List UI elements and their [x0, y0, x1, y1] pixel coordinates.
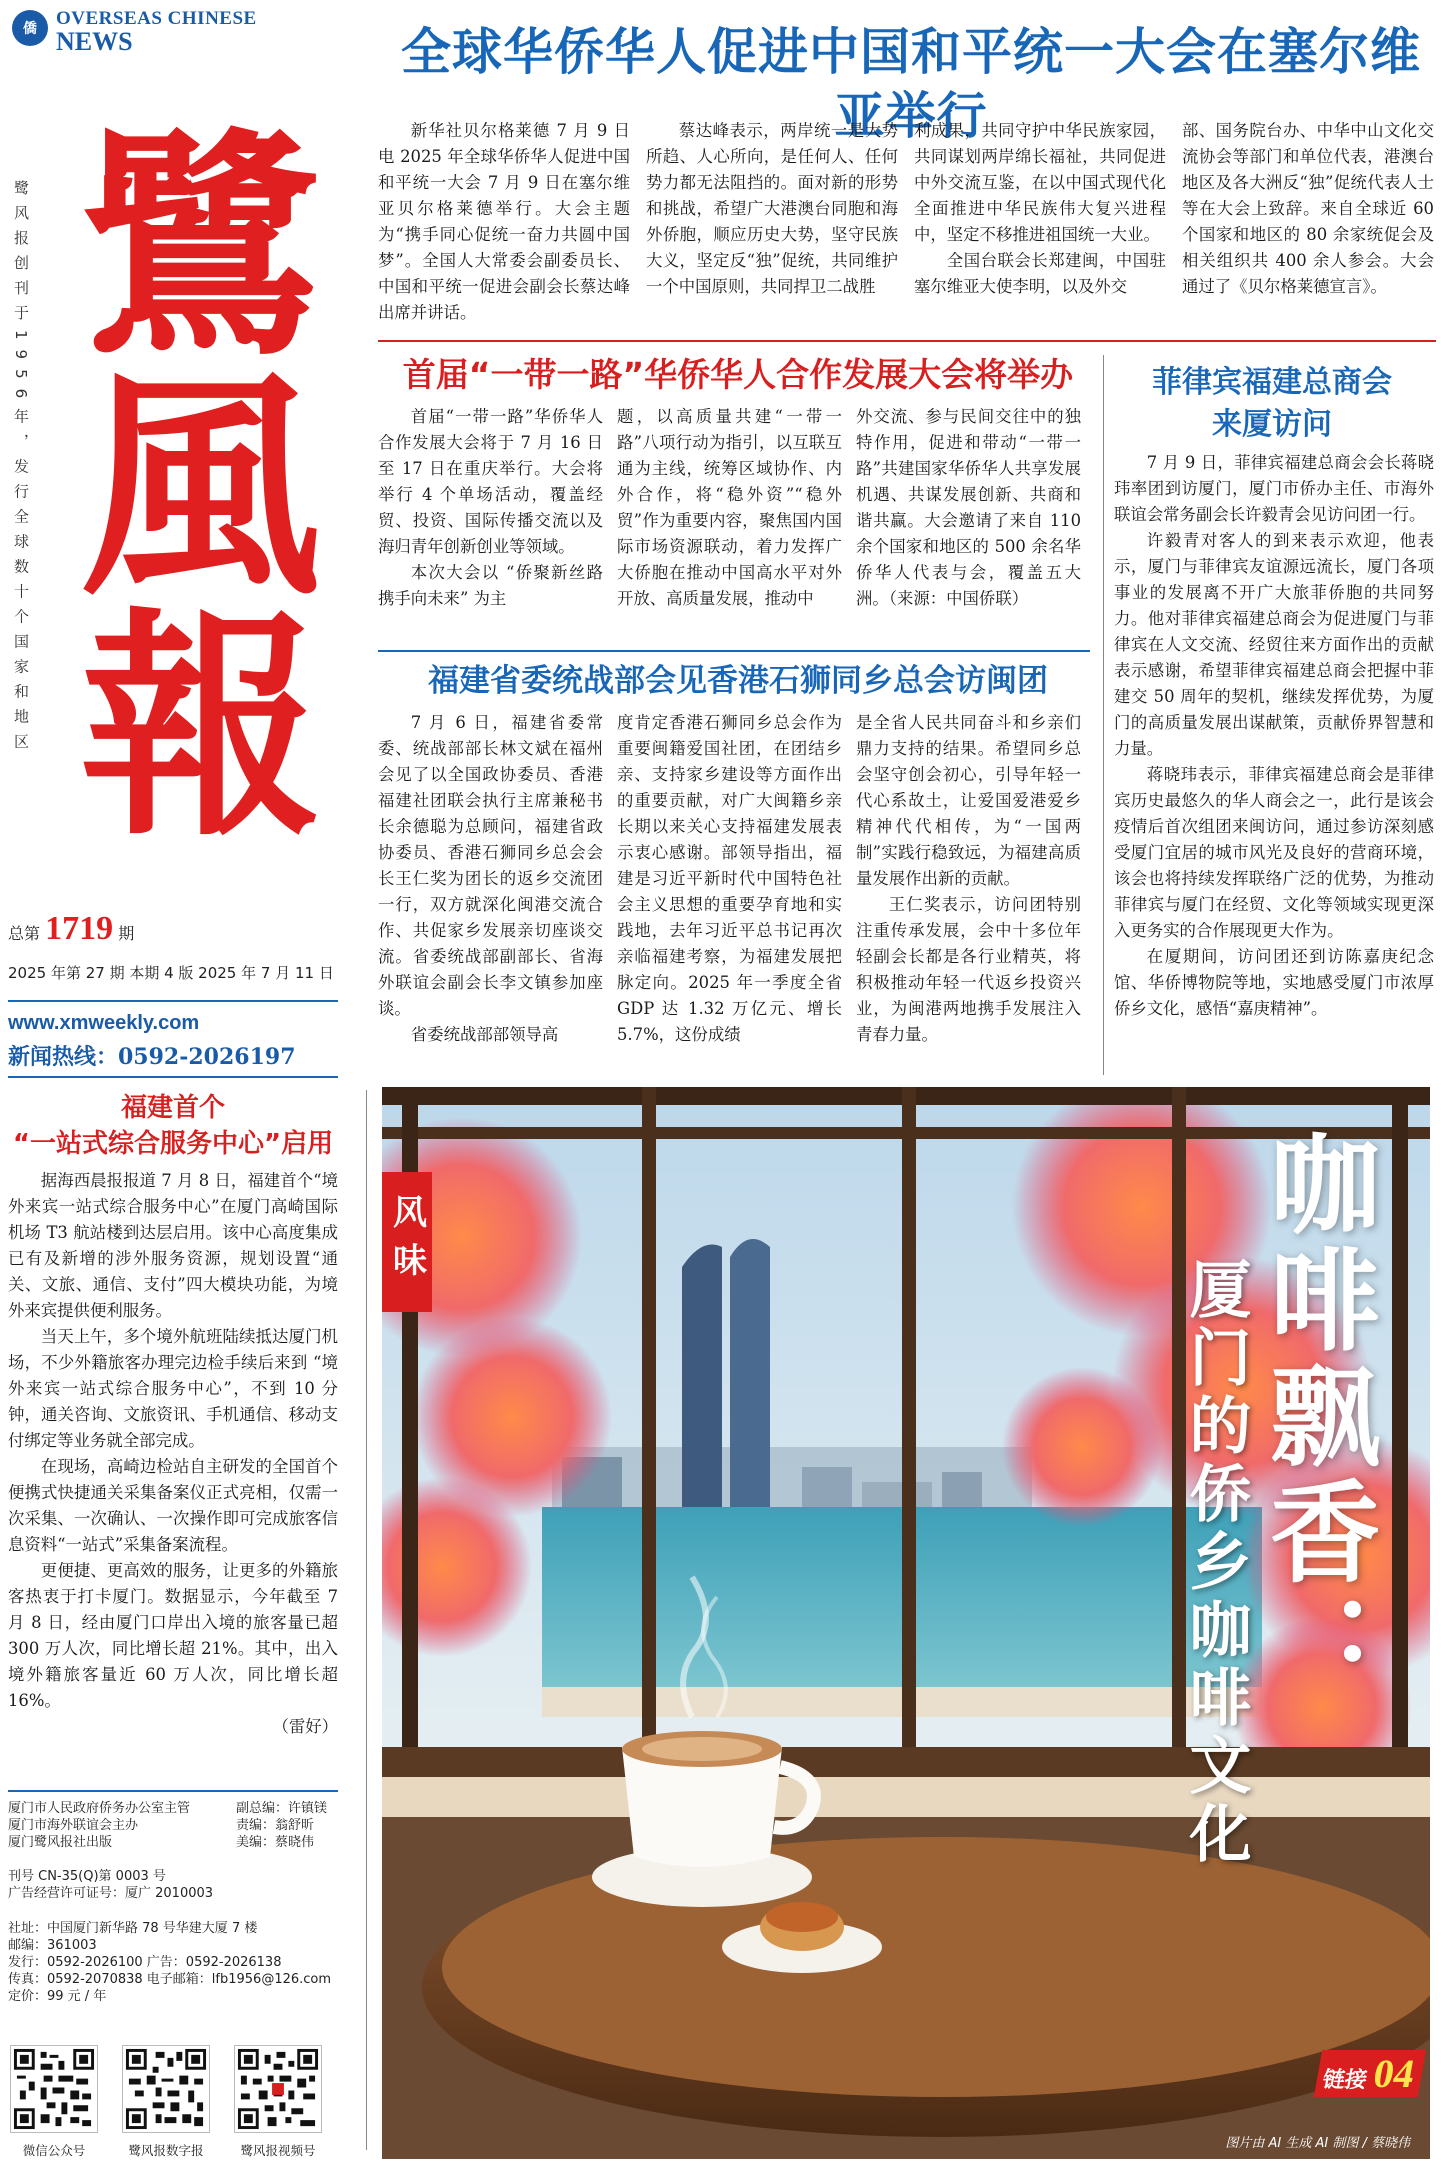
- article-text: 王仁奖表示，访问团特别注重传承发展，会中十多位年轻副会长都是各行业精英，将积极推动年轻一代返乡投资兴业，为闽港两地携手发展注入青春力量。: [856, 895, 1081, 1044]
- article-a2-col3: [856, 404, 1081, 612]
- jump-label: 链接: [1320, 2068, 1369, 2093]
- headline-unification-conference: 全球华侨华人促进中国和平统一大会在塞尔维亚举行: [401, 23, 1421, 145]
- divider: [8, 1790, 338, 1792]
- article-a1-col1: [378, 118, 630, 326]
- section-tag-flavor: 风味: [382, 1172, 432, 1312]
- masthead-en-line1: OVERSEAS CHINESE: [56, 8, 257, 29]
- editor-info: [236, 1800, 346, 1851]
- publisher-line: 厦门鹭风报社出版: [8, 1835, 113, 1850]
- article-text: 是全省人民共同奋斗和乡亲们鼎力支持的结果。希望同乡总会坚守创会初心，引导年轻一代心系故土，让爱国爱港爱乡精神代代相传，为“一国两制”实践行稳致远，为福建高质量发展作出新的贡献。: [856, 713, 1081, 888]
- divider: [8, 1000, 338, 1002]
- article-text: 蒋晓玮表示，菲律宾福建总商会是菲律宾历史最悠久的华人商会之一，此行是该会疫情后首次组团来闽访问，通过参访深刻感受厦门宜居的城市风光及良好的营商环境，该会也将持续发挥联络广泛的优势，为推动菲律宾与厦门在经贸、文化等领域实现更深入更务实的合作展现更大作为。: [1114, 765, 1434, 940]
- divider: [378, 340, 1436, 342]
- publisher-line: 厦门市海外联谊会主办: [8, 1818, 139, 1833]
- masthead-title: 鷺風報: [40, 120, 322, 840]
- article-a4-col2: [617, 710, 842, 1048]
- article-text: 部、国务院台办、中华中山文化交流协会等部门和单位代表，港澳台地区及各大洲反“独”促统代表人士等在大会上致辞。来自全球近 60 个国家和地区的 80 余家统促会及相关组织共 400 余人参会。大会通过了《贝尔格莱德宣言》。: [1182, 121, 1434, 296]
- qr-caption: 鹭风报视频号: [240, 2143, 316, 2158]
- image-credit: 图片由 AI 生成 AI 制图 / 蔡晓伟: [1225, 2136, 1410, 2151]
- headline-belt-road-conference: 首届“一带一路”华侨华人合作发展大会将举办: [402, 355, 1074, 394]
- article-text: 省委统战部部领导高: [410, 1025, 559, 1044]
- contact-line: 社址：中国厦门新华路 78 号华建大厦 7 楼: [8, 1921, 258, 1936]
- license-info: [8, 1868, 338, 1902]
- qr-wechat[interactable]: [10, 2045, 98, 2159]
- contact-info: [8, 1920, 348, 2005]
- headline-line: “一站式综合服务中心”启用: [12, 1129, 334, 1159]
- article-text: 7 月 6 日，福建省委常委、统战部部长林文斌在福州会见了以全国政协委员、香港福建社团联会执行主席兼秘书长余德聪为总顾问，福建省政协委员、香港石狮同乡总会会长王仁奖为团长的返乡交流团一行，双方就深化闽港交流合作、共促家乡发展亲切座谈交流。省委统战部副部长、省海外联谊会副会长李文镇参加座谈。: [378, 713, 603, 1018]
- article-text: 全国台联会长郑建闽，中国驻塞尔维亚大使李明，以及外交: [914, 251, 1166, 296]
- editor-line: 副总编：许镇镁: [236, 1801, 328, 1816]
- column-divider: [366, 1090, 367, 2150]
- article-text: 在现场，高崎边检站自主研发的全国首个便携式快捷通关采集备案仪正式亮相，仅需一次采集、一次确认、一次操作即可完成旅客信息资料“一站式”采集备案流程。: [8, 1457, 338, 1554]
- qr-caption: 微信公众号: [22, 2143, 86, 2158]
- article-text: 更便捷、更高效的服务，让更多的外籍旅客热衷于打卡厦门。数据显示，今年截至 7 月 8 日，经由厦门口岸出入境的旅客量已超 300 万人次，同比增长超 21%。其中，出入境外籍旅客量近 60 万人次，同比增长超 16%。: [8, 1561, 338, 1710]
- divider: [378, 650, 1090, 652]
- qr-video-channel[interactable]: [234, 2045, 322, 2159]
- article-text: 首届“一带一路”华侨华人合作发展大会将于 7 月 16 日至 17 日在重庆举行。大会将举行 4 个单场活动，覆盖经贸、投资、国际传播交流以及海归青年创新创业等领域。: [378, 407, 603, 556]
- issue-date: 2025 年第 27 期 本期 4 版 2025 年 7 月 11 日: [8, 964, 334, 982]
- feature-title-main: 咖啡飘香：: [1252, 1127, 1380, 1707]
- contact-line: 传真：0592-2070838 电子邮箱：lfb1956@126.com: [8, 1972, 332, 1987]
- divider: [8, 1076, 338, 1078]
- feature-illustration: [382, 1087, 1430, 2159]
- article-text: 新华社贝尔格莱德 7 月 9 日电 2025 年全球华侨华人促进中国和平统一大会 7 月 9 日在塞尔维亚贝尔格莱德举行。大会主题为“携手同心促统一奋力共圆中国梦”。全国人大常委会副委员长、中国和平统一促进会副会长蔡达峰出席并讲话。: [378, 121, 630, 322]
- headline-one-stop-service: [8, 1090, 338, 1162]
- headline-united-front-meeting: 福建省委统战部会见香港石狮同乡总会访闽团: [428, 663, 1048, 699]
- article-text: 许毅青对客人的到来表示欢迎，他表示，厦门与菲律宾友谊源远流长，厦门各项事业的发展离不开广大旅菲侨胞的共同努力。他对菲律宾福建总商会为促进厦门与菲律宾在人文交流、经贸往来方面作出的贡献表示感谢，希望菲律宾福建总商会把握中菲建交 50 周年的契机，继续发挥优势，为厦门的高质量发展出谋献策，贡献侨界智慧和力量。: [1114, 531, 1434, 758]
- headline-line: 菲律宾福建总商会: [1152, 365, 1392, 400]
- contact-line: 发行：0592-2026100 广告：0592-2026138: [8, 1955, 282, 1970]
- feature-title-sub: 厦门的侨乡咖啡文化: [1179, 1257, 1252, 1869]
- license-line: 广告经营许可证号：厦广 2010003: [8, 1886, 214, 1901]
- article-a3-body: [1114, 450, 1434, 1022]
- news-hotline: 新闻热线：0592-2026197: [8, 1044, 296, 1070]
- article-a1-col3: [914, 118, 1166, 300]
- masthead-en-line2: NEWS: [56, 27, 133, 56]
- qr-digital-edition[interactable]: [122, 2045, 210, 2159]
- article-a2-col1: [378, 404, 603, 612]
- article-a1-col2: [646, 118, 898, 300]
- headline-line: 福建首个: [120, 1093, 225, 1123]
- article-byline: （雷好）: [272, 1717, 338, 1736]
- license-line: 刊号 CN-35(Q)第 0003 号: [8, 1869, 166, 1884]
- qr-caption: 鹭风报数字报: [128, 2143, 204, 2158]
- contact-line: 定价：99 元 / 年: [8, 1989, 107, 2004]
- publisher-info: [8, 1800, 208, 1851]
- editor-line: 责编：翁舒昕: [236, 1818, 315, 1833]
- article-text: 7 月 9 日，菲律宾福建总商会会长蒋晓玮率团到访厦门，厦门市侨办主任、市海外联谊会常务副会长许毅青会见访问团一行。: [1114, 453, 1434, 524]
- qr-code-icon: [234, 2045, 322, 2133]
- article-a5-body: [8, 1168, 338, 1740]
- article-text: 蔡达峰表示，两岸统一是大势所趋、人心所向，是任何人、任何势力都无法阻挡的。面对新的形势和挑战，希望广大港澳台同胞和海外侨胞，顺应历史大势，坚守民族大义，坚定反“独”促统，共同维护一个中国原则，共同捍卫二战胜: [646, 121, 898, 296]
- issue-number-value: 1719: [45, 910, 114, 947]
- headline-line: 来厦访问: [1212, 407, 1332, 442]
- article-text: 据海西晨报报道 7 月 8 日，福建首个“境外来宾一站式综合服务中心”在厦门高崎国际机场 T3 航站楼到达层启用。该中心高度集成已有及新增的涉外服务资源，规划设置“通关、文旅、通信、支付”四大模块功能，为境外来宾提供便利服务。: [8, 1171, 338, 1320]
- article-text: 利成果，共同守护中华民族家园，共同谋划两岸绵长福祉，共同促进中外交流互鉴，在以中国式现代化全面推进中华民族伟大复兴进程中，坚定不移推进祖国统一大业。: [914, 121, 1166, 244]
- article-text: 题，以高质量共建“一带一路”八项行动为指引，以互联互通为主线，统筹区域协作、内外合作，将“稳外资”“稳外贸”作为重要内容，聚焦国内国际市场资源联动，着力发挥广大侨胞在推动中国高水平对外开放、高质量发展，推动中: [617, 407, 842, 608]
- article-a4-col1: [378, 710, 603, 1048]
- contact-line: 邮编：361003: [8, 1938, 97, 1953]
- article-text: 当天上午，多个境外航班陆续抵达厦门机场，不少外籍旅客办理完边检手续后来到 “境外来宾一站式综合服务中心”，不到 10 分钟，通关咨询、文旅资讯、手机通信、移动支付绑定等业务就全部完成。: [8, 1327, 338, 1450]
- jump-page-number: 04: [1370, 2051, 1418, 2096]
- publisher-line: 厦门市人民政府侨务办公室主管: [8, 1801, 191, 1816]
- issue-suffix: 期: [118, 924, 135, 943]
- website-link[interactable]: www.xmweekly.com: [8, 1012, 200, 1034]
- article-text: 外交流、参与民间交往中的独特作用，促进和带动“一带一路”共建国家华侨华人共享发展机遇、共谋发展创新、共商和谐共赢。大会邀请了来自 110 余个国家和地区的 500 余名华侨华人代表与会，覆盖五大洲。（来源：中国侨联）: [856, 407, 1081, 608]
- logo-emblem: 僑: [12, 10, 48, 46]
- editor-line: 美编：蔡晓伟: [236, 1835, 315, 1850]
- column-divider: [1103, 355, 1104, 1075]
- article-a1-col4: [1182, 118, 1434, 300]
- article-a4-col3: [856, 710, 1081, 1048]
- article-a2-col2: [617, 404, 842, 612]
- issue-number: [8, 910, 338, 948]
- article-text: 本次大会以 “侨聚新丝路 携手向未来” 为主: [378, 563, 603, 608]
- issue-prefix: 总第: [8, 924, 41, 943]
- article-text: 度肯定香港石狮同乡总会作为重要闽籍爱国社团，在团结乡亲、支持家乡建设等方面作出的重要贡献，对广大闽籍乡亲长期以来关心支持福建发展表示衷心感谢。部领导指出，福建是习近平新时代中国特色社会主义思想的重要孕育地和实践地，去年习近平总书记再次亲临福建考察，为福建发展把脉定向。2025 年一季度全省 GDP 达 1.32 万亿元、增长 5.7%，这份成绩: [617, 713, 842, 1044]
- article-text: 在厦期间，访问团还到访陈嘉庚纪念馆、华侨博物院等地，实地感受厦门市浓厚侨乡文化，感悟“嘉庚精神”。: [1114, 947, 1434, 1018]
- qr-code-icon: [122, 2045, 210, 2133]
- founding-note: 鹭风报创刊于1956年，发行全球数十个国家和地区: [12, 180, 30, 759]
- jump-to-page-link[interactable]: [1314, 2050, 1426, 2097]
- qr-code-icon: [10, 2045, 98, 2133]
- headline-philippine-chamber: [1112, 362, 1432, 446]
